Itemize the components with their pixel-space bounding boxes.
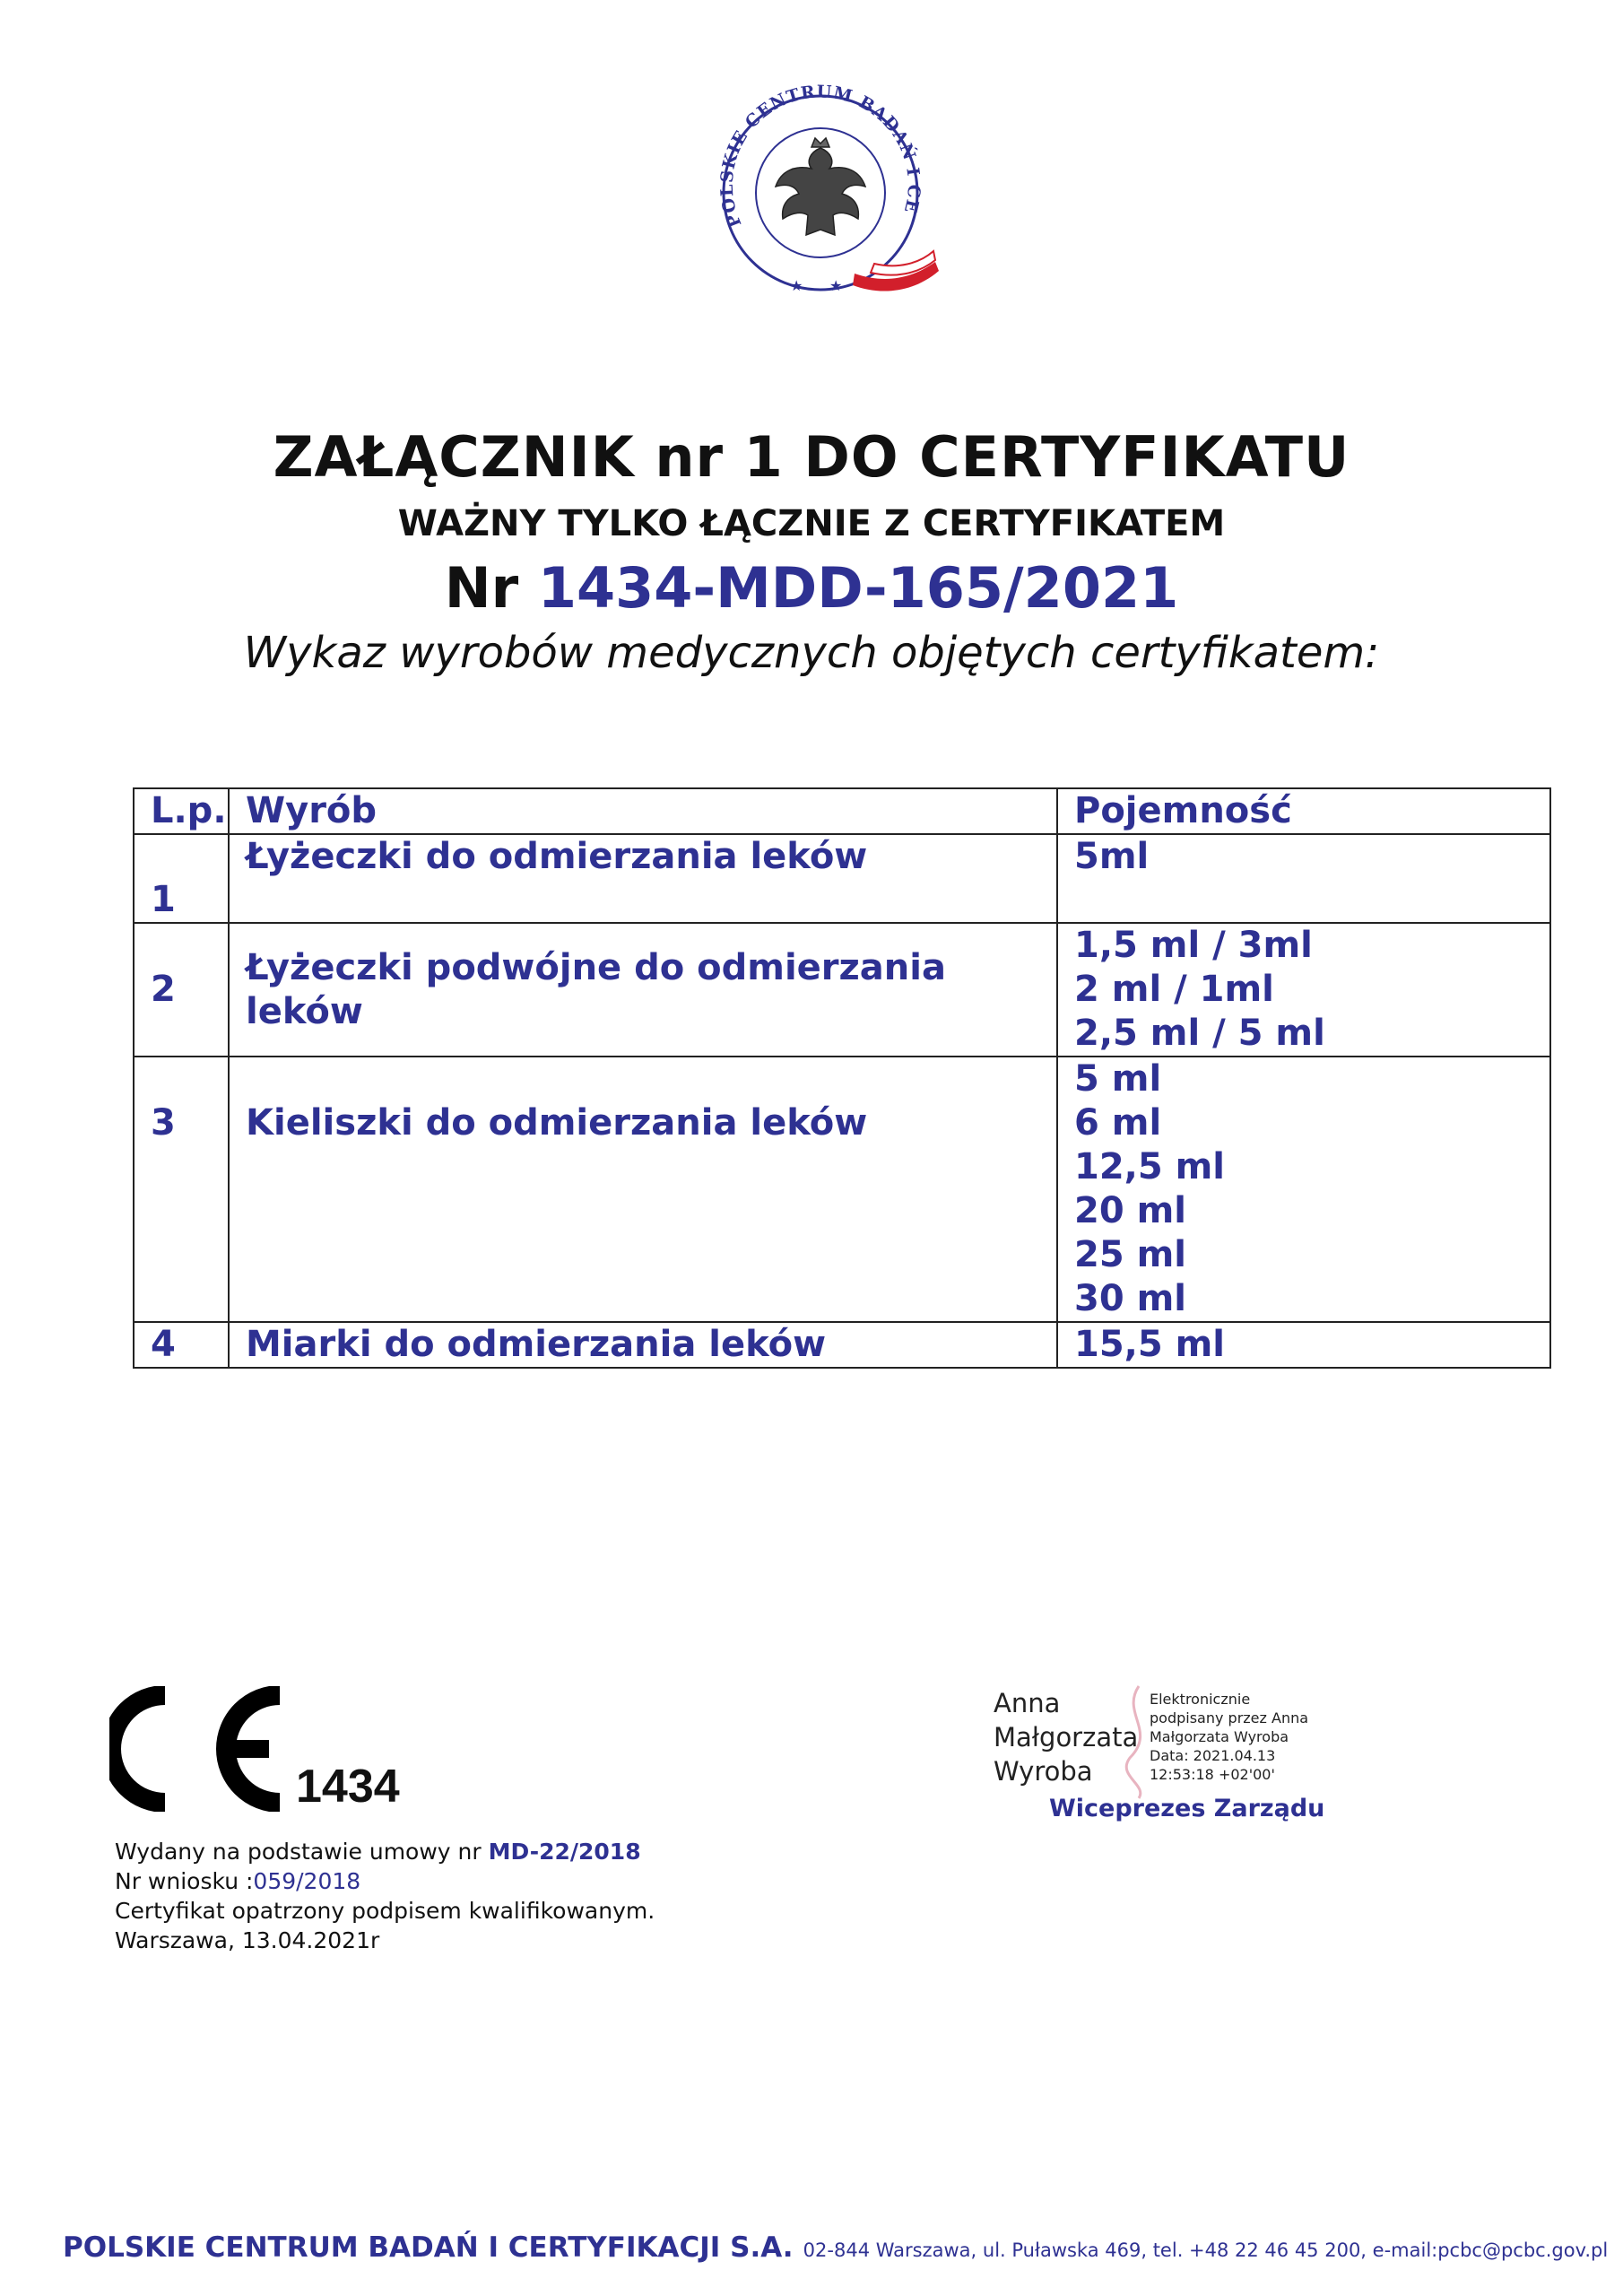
svg-text:★: ★	[829, 277, 843, 294]
document-title: ZAŁĄCZNIK nr 1 DO CERTYFIKATU	[273, 424, 1350, 490]
row-lp-value: 3	[151, 1102, 176, 1144]
row-capacity	[1057, 1057, 1550, 1322]
row-product	[229, 1057, 1057, 1322]
footer	[63, 2231, 1608, 2264]
logo-ring-text: POLSKIE CENTRUM BADAŃ I CE	[716, 82, 924, 230]
table-header-row	[134, 788, 1550, 834]
application-number: 059/2018	[253, 1868, 361, 1894]
capacity-value: 15,5 ml	[1074, 1324, 1226, 1365]
capacity-value: 5ml	[1074, 836, 1150, 877]
stamp-line: Elektronicznie	[1150, 1691, 1251, 1708]
capacity-value: 5 ml	[1074, 1058, 1162, 1100]
capacity-value: 2,5 ml / 5 ml	[1074, 1013, 1325, 1054]
row-capacity	[1057, 834, 1550, 923]
row-product: Miarki do odmierzania leków	[229, 1322, 1057, 1368]
document-caption: Wykaz wyrobów medycznych objętych certyfikatem:	[243, 628, 1380, 678]
table-row	[134, 923, 1550, 1057]
row-lp: 4	[134, 1322, 229, 1368]
capacity-value: 30 ml	[1074, 1278, 1186, 1319]
signature-note: Certyfikat opatrzony podpisem kwalifikowanym.	[115, 1898, 655, 1924]
signer-name-line: Wyroba	[994, 1756, 1093, 1787]
signer-name	[994, 1686, 1138, 1788]
application-line	[115, 1866, 655, 1896]
svg-text:★: ★	[790, 277, 803, 294]
stamp-line: podpisany przez Anna	[1150, 1709, 1309, 1726]
header-lp: L.p.	[134, 788, 229, 834]
footer-organization: POLSKIE CENTRUM BADAŃ I CERTYFIKACJI S.A.	[63, 2231, 794, 2264]
contract-number: MD-22/2018	[488, 1839, 641, 1865]
place-date: Warszawa, 13.04.2021r	[115, 1927, 380, 1953]
capacity-value: 2 ml / 1ml	[1074, 969, 1274, 1010]
header-capacity: Pojemność	[1057, 788, 1550, 834]
pcbc-logo	[695, 72, 964, 314]
digital-signature-stamp	[1150, 1690, 1308, 1784]
notified-body-number: 1434	[296, 1761, 400, 1813]
stamp-line: 12:53:18 +02'00'	[1150, 1766, 1275, 1783]
stamp-line: Data: 2021.04.13	[1150, 1747, 1276, 1764]
capacity-value: 25 ml	[1074, 1234, 1186, 1275]
row-product-value: Kieliszki do odmierzania leków	[246, 1102, 868, 1144]
table-row	[134, 834, 1550, 923]
row-capacity	[1057, 923, 1550, 1057]
certificate-number-prefix: Nr	[444, 555, 519, 621]
signer-role: Wiceprezes Zarządu	[1049, 1795, 1325, 1822]
row-lp: 1	[134, 834, 229, 923]
application-label: Nr wniosku :	[115, 1868, 254, 1894]
table-row	[134, 1322, 1550, 1368]
stamp-line: Małgorzata Wyroba	[1150, 1728, 1289, 1745]
header-product: Wyrób	[229, 788, 1057, 834]
row-capacity	[1057, 1322, 1550, 1368]
products-table	[133, 787, 1551, 1369]
capacity-value: 20 ml	[1074, 1190, 1186, 1231]
row-lp: 2	[134, 923, 229, 1057]
footer-address: 02-844 Warszawa, ul. Puławska 469, tel. +48 22 46 45 200, e-mail:pcbc@pcbc.gov.pl	[803, 2239, 1609, 2261]
issue-info	[115, 1837, 655, 1955]
certificate-number	[0, 551, 1623, 626]
signer-name-line: Anna	[994, 1688, 1061, 1718]
certificate-number-value: 1434-MDD-165/2021	[537, 555, 1179, 621]
document-subtitle: WAŻNY TYLKO ŁĄCZNIE Z CERTYFIKATEM	[397, 503, 1226, 544]
contract-label: Wydany na podstawie umowy nr	[115, 1839, 489, 1865]
table-row	[134, 1057, 1550, 1322]
row-product: Łyżeczki do odmierzania leków	[229, 834, 1057, 923]
capacity-value: 6 ml	[1074, 1102, 1162, 1144]
eagle-icon	[776, 138, 865, 235]
row-lp	[134, 1057, 229, 1322]
title-block	[0, 422, 1623, 682]
row-product: Łyżeczki podwójne do odmierzania leków	[229, 923, 1057, 1057]
signer-name-line: Małgorzata	[994, 1722, 1139, 1752]
contract-line	[115, 1837, 655, 1866]
capacity-value: 1,5 ml / 3ml	[1074, 925, 1313, 966]
capacity-value: 12,5 ml	[1074, 1146, 1226, 1187]
